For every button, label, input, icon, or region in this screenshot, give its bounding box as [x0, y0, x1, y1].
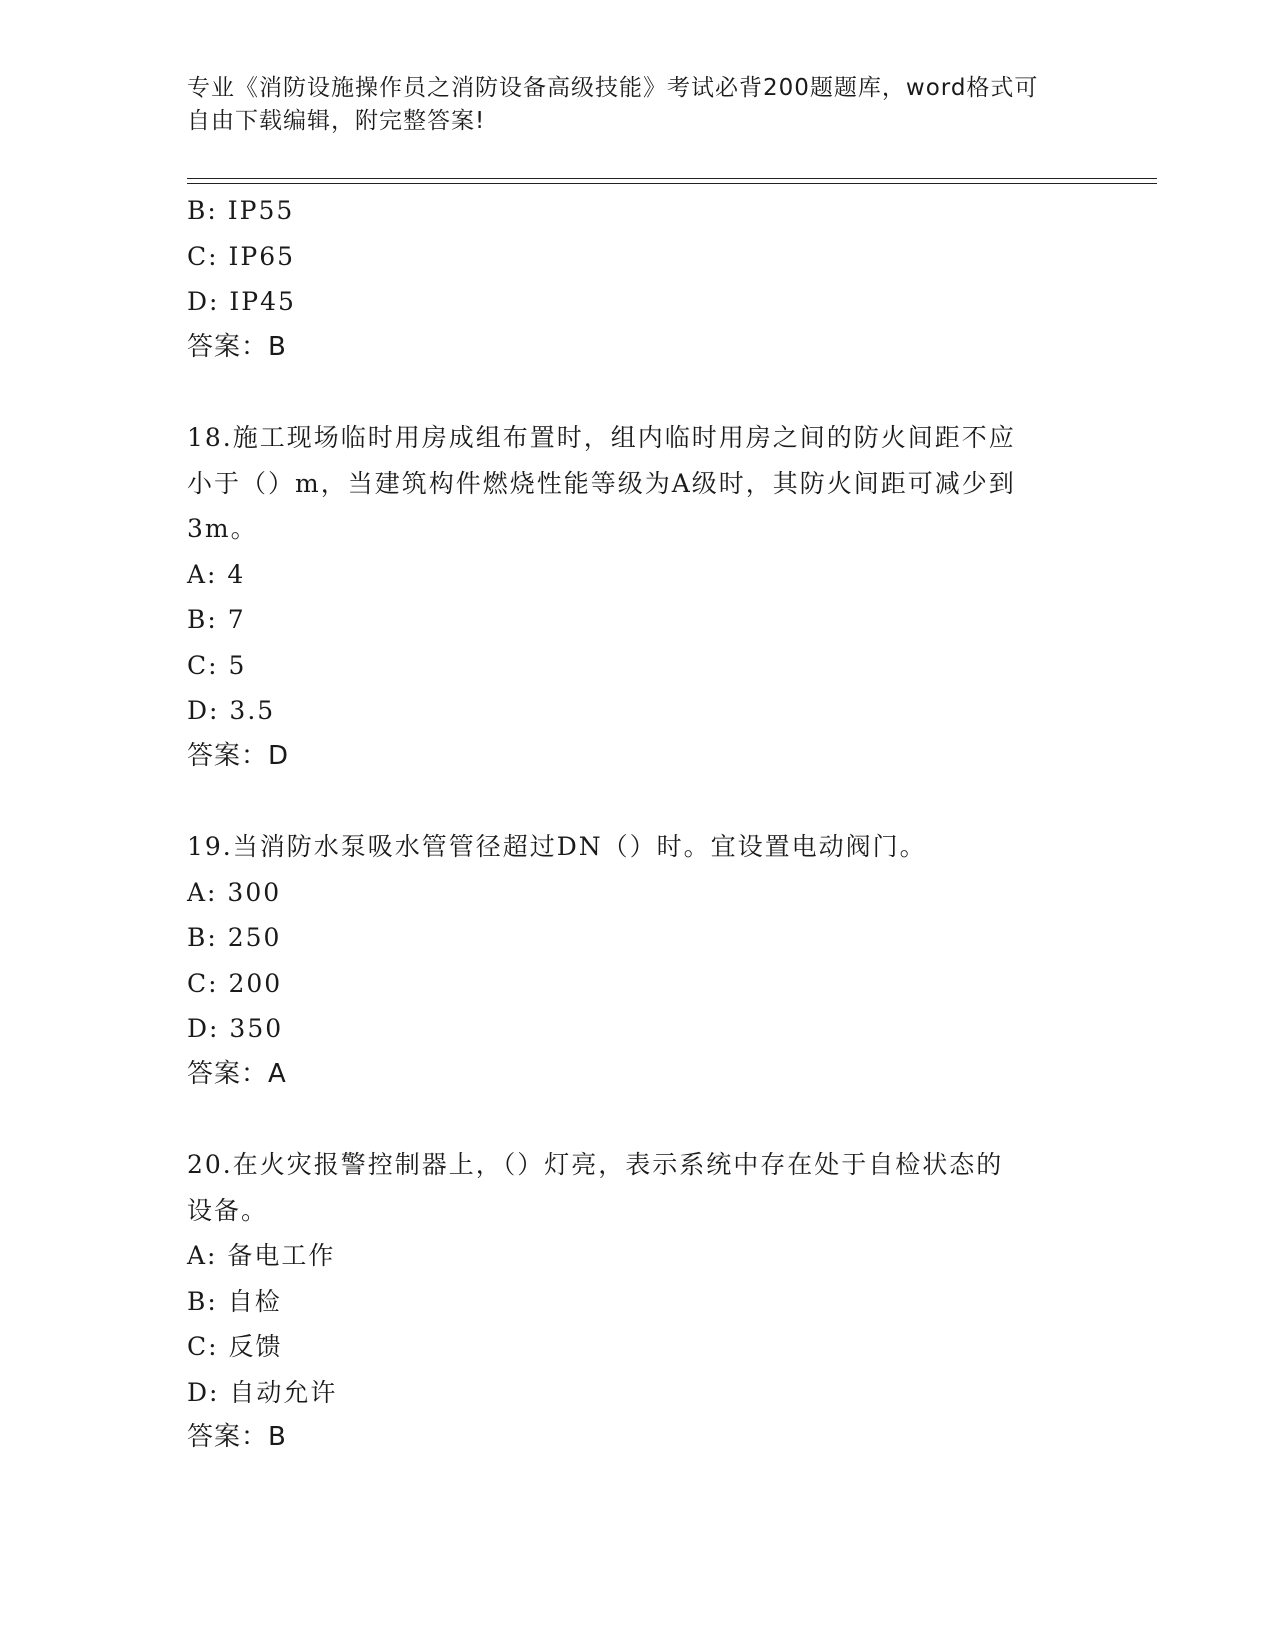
option-a: A: 4 [187, 559, 246, 589]
option-c: C: IP65 [187, 241, 296, 271]
option-c: C: 200 [187, 968, 283, 998]
document-header [187, 72, 1087, 138]
option-a: A: 备电工作 [187, 1241, 336, 1270]
option-d: D: 自动允许 [187, 1377, 338, 1407]
question-text-line: 3m。 [187, 514, 258, 543]
option-c: C: 反馈 [187, 1332, 283, 1361]
header-line-2: 自由下载编辑，附完整答案! [187, 108, 486, 134]
answer-line: 答案：B [187, 1422, 287, 1452]
question-17-continued [187, 188, 1087, 370]
question-19 [187, 824, 1087, 1097]
option-c: C: 5 [187, 650, 247, 680]
answer-line: 答案：A [187, 1058, 287, 1089]
option-d: D: 3.5 [187, 696, 276, 725]
answer-line: 答案：B [187, 331, 287, 362]
question-text-line: 设备。 [187, 1195, 269, 1225]
answer-line: 答案：D [187, 740, 290, 771]
question-20 [187, 1142, 1087, 1461]
question-text-line: 小于（）m，当建筑构件燃烧性能等级为A级时，其防火间距可减少到 [187, 468, 1016, 498]
option-a: A: 300 [187, 877, 282, 907]
option-d: D: IP45 [187, 287, 296, 316]
question-list [187, 188, 1087, 1461]
header-line-1: 专业《消防设施操作员之消防设备高级技能》考试必背200题题库，word格式可 [187, 75, 1039, 101]
question-text-line: 20.在火灾报警控制器上，（）灯亮，表示系统中存在处于自检状态的 [187, 1150, 1004, 1179]
question-18 [187, 415, 1087, 779]
option-b: B: 250 [187, 923, 282, 952]
header-divider [187, 178, 1157, 184]
option-d: D: 350 [187, 1014, 284, 1043]
question-text-line: 18.施工现场临时用房成组布置时，组内临时用房之间的防火间距不应 [187, 423, 1016, 452]
option-b: B: 7 [187, 605, 246, 634]
question-text-line: 19.当消防水泵吸水管管径超过DN（）时。宜设置电动阀门。 [187, 832, 927, 861]
option-b: B: IP55 [187, 196, 295, 225]
option-b: B: 自检 [187, 1286, 282, 1316]
